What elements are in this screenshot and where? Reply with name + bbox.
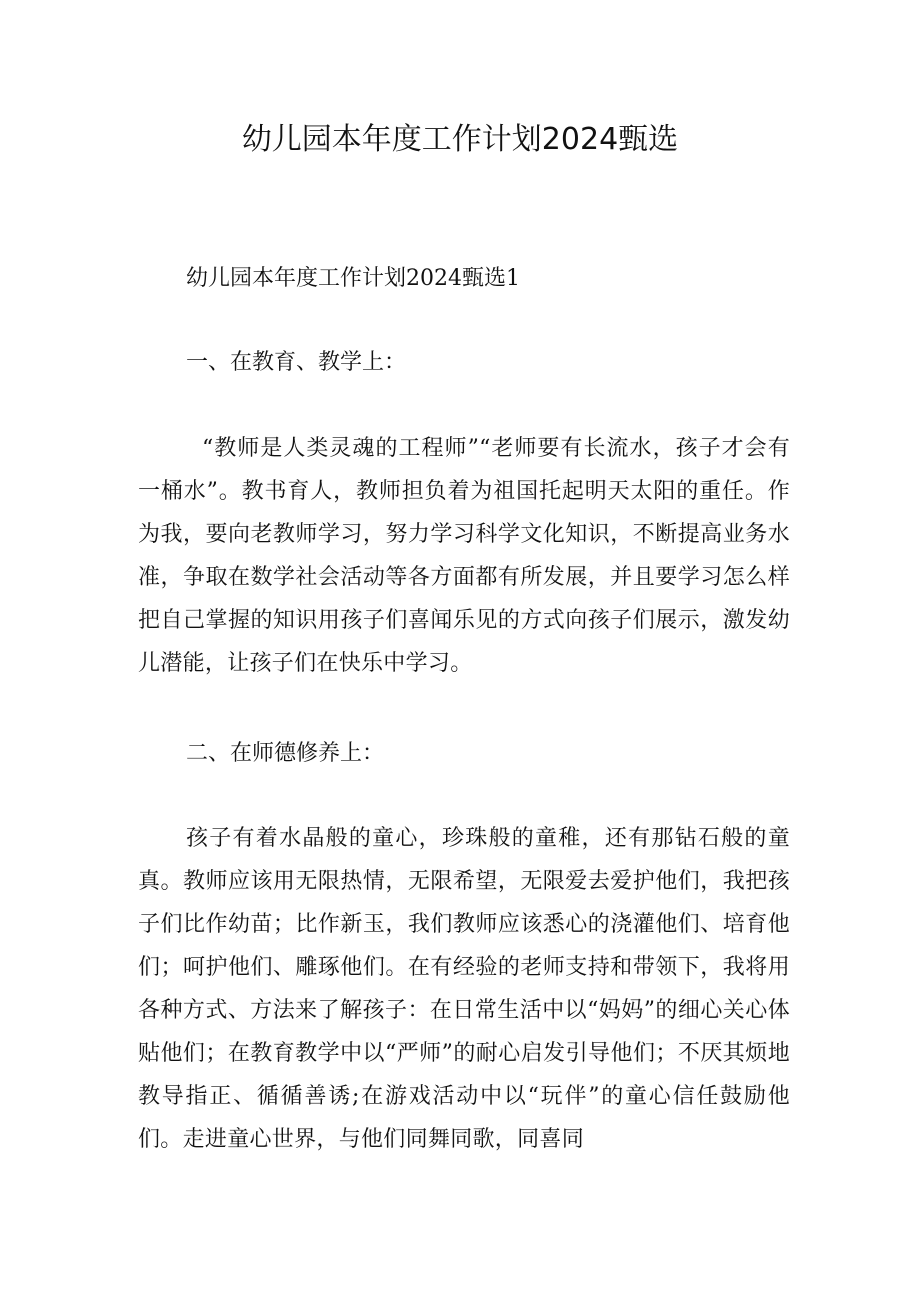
section-heading-ethics: 二、在师德修养上： bbox=[186, 741, 385, 766]
section-heading-education: 一、在教育、教学上： bbox=[186, 350, 407, 375]
section-paragraph-ethics: 孩子有着水晶般的童心，珍珠般的童稚，还有那钻石般的童真。教师应该用无限热情，无限希望，无限爱去爱护他们，我把孩子们比作幼苗；比作新玉，我们教师应该悉心的浇灌他们、培育他们；呵护他们、雕琢他们。在有经验的老师支持和带领下，我将用各种方式、方法来了解孩子：在日常生活中以“妈妈”的细心关心体贴他们；在教育教学中以“严师”的耐心启发引导他们；不厌其烦地教导指正、循循善诱;在游戏活动中以“玩伴”的童心信任鼓励他们。走进童心世界，与他们同舞同歌，同喜同 bbox=[138, 826, 790, 1152]
document-subtitle: 幼儿园本年度工作计划2024甄选1 bbox=[186, 266, 520, 291]
section-paragraph-education: “教师是人类灵魂的工程师”“老师要有长流水，孩子才会有一桶水”。教书育人，教师担负着为祖国托起明天太阳的重任。作为我，要向老教师学习，努力学习科学文化知识，不断提高业务水准，争取在数学社会活动等各方面都有所发展，并且要学习怎么样把自己掌握的知识用孩子们喜闻乐见的方式向孩子们展示，激发幼儿潜能，让孩子们在快乐中学习。 bbox=[138, 436, 790, 676]
document-title: 幼儿园本年度工作计划2024甄选 bbox=[241, 122, 679, 157]
